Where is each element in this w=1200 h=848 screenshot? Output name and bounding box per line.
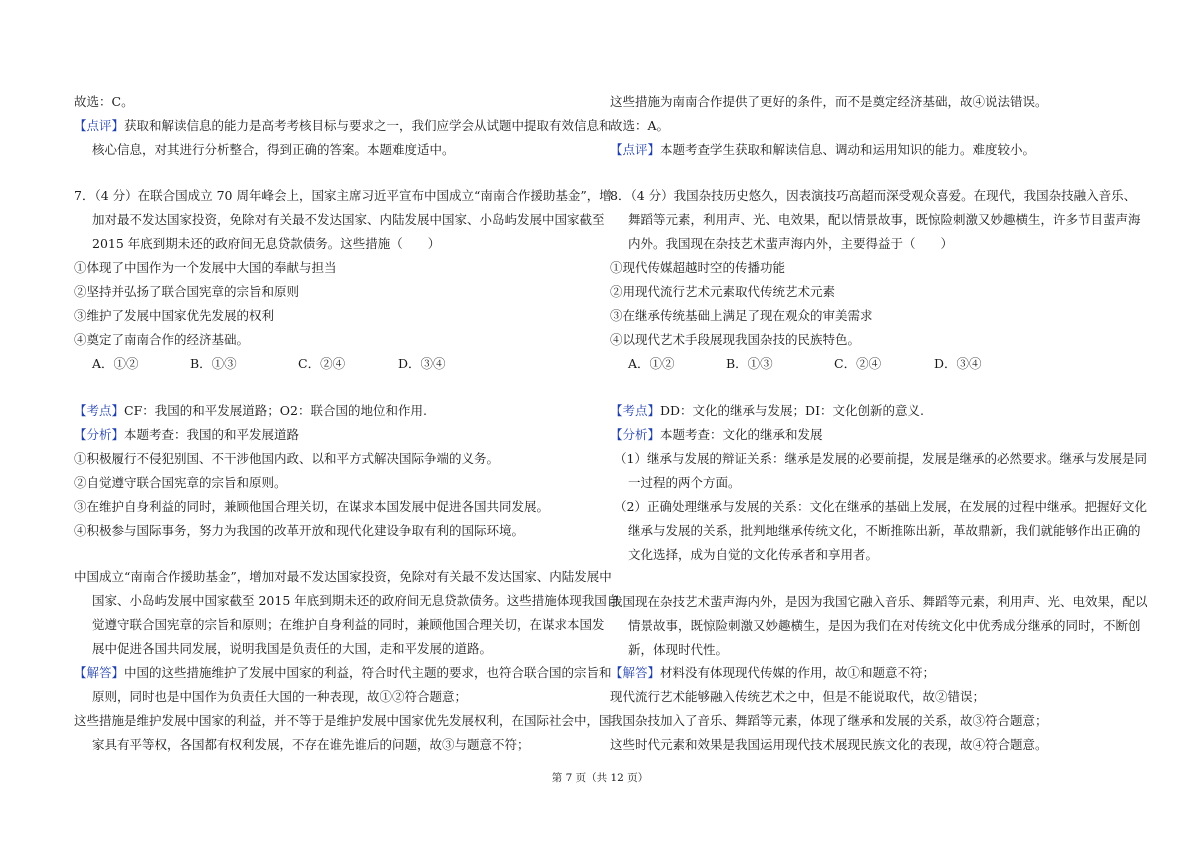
analysis-line bbox=[610, 427, 823, 443]
page-number-footer: 第 7 页（共 12 页） bbox=[551, 772, 649, 784]
answer-line: 故选：A。 bbox=[610, 118, 670, 133]
question-7-statement-2: ②坚持并弘扬了联合国宪章的宗旨和原则 bbox=[74, 284, 300, 299]
knowledge-point-line bbox=[610, 403, 924, 419]
question-7-stem-cont2: 2015 年底到期未还的政府间无息贷款债务。这些措施（ ） bbox=[92, 236, 441, 251]
solution-tag: 【解答】 bbox=[74, 665, 125, 680]
question-7-stem-cont: 加对最不发达国家投资，免除对有关最不发达国家、内陆发展中国家、小岛屿发展中国家截至 bbox=[92, 212, 605, 227]
option-c: C．②④ bbox=[834, 356, 882, 371]
analysis-text: 本题考查：我国的和平发展道路 bbox=[124, 427, 300, 442]
question-8-stem-cont: 舞蹈等元素，利用声、光、电效果，配以情景故事，既惊险刺激又妙趣横生，许多节目蜚声海 bbox=[628, 212, 1141, 227]
option-d: D．③④ bbox=[934, 356, 982, 371]
question-7-statement-1: ①体现了中国作为一个发展中大国的奉献与担当 bbox=[74, 260, 337, 275]
question-7-stem: 7．（4 分）在联合国成立 70 周年峰会上，国家主席习近平宣布中国成立“南南合作援助基金”，增 bbox=[74, 188, 612, 203]
analysis-point-2-cont: 继承与发展的关系，批判地继承传统文化，不断推陈出新，革故鼎新，我们就能够作出正确的 bbox=[628, 523, 1141, 538]
knowledge-point-line bbox=[74, 403, 427, 419]
question-8-statement-2: ②用现代流行艺术元素取代传统艺术元素 bbox=[610, 284, 836, 299]
explanation-para-cont2: 觉遵守联合国宪章的宗旨和原则；在维护自身利益的同时，兼顾他国合理关切，在谋求本国发 bbox=[92, 617, 605, 632]
analysis-point-2: ②自觉遵守联合国宪章的宗旨和原则。 bbox=[74, 475, 287, 490]
explanation-para: 中国成立“南南合作援助基金”，增加对最不发达国家投资，免除对有关最不发达国家、内陆发展中 bbox=[74, 569, 612, 584]
analysis-point-3: ③在维护自身利益的同时，兼顾他国合理关切，在谋求本国发展中促进各国共同发展。 bbox=[74, 499, 550, 514]
analysis-point-1-cont: 一过程的两个方面。 bbox=[628, 475, 741, 490]
explanation-para-cont2: 新，体现时代性。 bbox=[628, 642, 729, 657]
option-b: B．①③ bbox=[190, 356, 237, 371]
review-tag: 【点评】 bbox=[74, 118, 125, 133]
question-8-stem: 8．（4 分）我国杂技历史悠久，因表演技巧高超而深受观众喜爱。在现代，我国杂技融入音乐、 bbox=[610, 188, 1137, 203]
review-text-cont: 核心信息，对其进行分析整合，得到正确的答案。本题难度适中。 bbox=[92, 142, 455, 157]
knowledge-point-tag: 【考点】 bbox=[610, 403, 661, 418]
explanation-para-cont: 情景故事，既惊险刺激又妙趣横生，是因为我们在对传统文化中优秀成分继承的同时，不断创 bbox=[628, 618, 1141, 633]
analysis-point-4: ④积极参与国际事务，努力为我国的改革开放和现代化建设争取有利的国际环境。 bbox=[74, 523, 525, 538]
analysis-point-2-cont2: 文化选择，成为自觉的文化传承者和享用者。 bbox=[628, 547, 879, 562]
knowledge-point-text: DD：文化的继承与发展；DI：文化创新的意义. bbox=[660, 403, 924, 418]
question-7-options bbox=[92, 356, 446, 372]
analysis-text: 本题考查：文化的继承和发展 bbox=[660, 427, 823, 442]
solution-line bbox=[74, 665, 612, 681]
analysis-point-1: （1）继承与发展的辩证关系：继承是发展的必要前提，发展是继承的必然要求。继承与发展是同 bbox=[614, 451, 1147, 466]
review-tag: 【点评】 bbox=[610, 142, 661, 157]
question-7-statement-3: ③维护了发展中国家优先发展的权利 bbox=[74, 308, 275, 323]
question-8-statement-3: ③在继承传统基础上满足了现在观众的审美需求 bbox=[610, 308, 873, 323]
review-line bbox=[74, 118, 612, 134]
solution-line-prev: 这些措施为南南合作提供了更好的条件，而不是奠定经济基础，故④说法错误。 bbox=[610, 94, 1048, 109]
review-text: 获取和解读信息的能力是高考考核目标与要求之一，我们应学会从试题中提取有效信息和 bbox=[124, 118, 612, 133]
review-text: 本题考查学生获取和解读信息、调动和运用知识的能力。难度较小。 bbox=[660, 142, 1036, 157]
option-b: B．①③ bbox=[726, 356, 773, 371]
question-8-options bbox=[628, 356, 982, 372]
solution-line-2: 这些措施是维护发展中国家的利益，并不等于是维护发展中国家优先发展权利，在国际社会中，国 bbox=[74, 713, 612, 728]
solution-line-4: 这些时代元素和效果是我国运用现代技术展现民族文化的表现，故④符合题意。 bbox=[610, 737, 1048, 752]
option-c: C．②④ bbox=[298, 356, 346, 371]
analysis-tag: 【分析】 bbox=[610, 427, 661, 442]
question-7-statement-4: ④奠定了南南合作的经济基础。 bbox=[74, 332, 250, 347]
review-line bbox=[610, 142, 1035, 158]
question-8-statement-4: ④以现代艺术手段展现我国杂技的民族特色。 bbox=[610, 332, 861, 347]
solution-line-3: 我国杂技加入了音乐、舞蹈等元素，体现了继承和发展的关系，故③符合题意； bbox=[610, 713, 1048, 728]
analysis-line bbox=[74, 427, 299, 443]
analysis-point-1: ①积极履行不侵犯别国、不干涉他国内政、以和平方式解决国际争端的义务。 bbox=[74, 451, 500, 466]
knowledge-point-tag: 【考点】 bbox=[74, 403, 125, 418]
option-a: A．①② bbox=[92, 356, 139, 371]
explanation-para: 我国现在杂技艺术蜚声海内外，是因为我国它融入音乐、舞蹈等元素，利用声、光、电效果，配以 bbox=[610, 594, 1148, 609]
solution-tag: 【解答】 bbox=[610, 665, 661, 680]
analysis-tag: 【分析】 bbox=[74, 427, 125, 442]
solution-line-2-cont: 家具有平等权，各国都有权利发展，不存在谁先谁后的问题，故③与题意不符； bbox=[92, 737, 530, 752]
option-a: A．①② bbox=[628, 356, 675, 371]
solution-text: 中国的这些措施维护了发展中国家的利益，符合时代主题的要求，也符合联合国的宗旨和 bbox=[124, 665, 612, 680]
knowledge-point-text: CF：我国的和平发展道路；O2：联合国的地位和作用. bbox=[124, 403, 427, 418]
analysis-point-2: （2）正确处理继承与发展的关系：文化在继承的基础上发展，在发展的过程中继承。把握好文化 bbox=[614, 499, 1147, 514]
answer-line-prev: 故选：C。 bbox=[74, 94, 134, 109]
question-8-statement-1: ①现代传媒超越时空的传播功能 bbox=[610, 260, 786, 275]
solution-text: 材料没有体现现代传媒的作用，故①和题意不符； bbox=[660, 665, 936, 680]
question-8-stem-cont2: 内外。我国现在杂技艺术蜚声海内外，主要得益于（ ） bbox=[628, 236, 954, 251]
solution-text-cont: 原则，同时也是中国作为负责任大国的一种表现，故①②符合题意； bbox=[92, 689, 468, 704]
explanation-para-cont3: 展中促进各国共同发展，说明我国是负责任的大国，走和平发展的道路。 bbox=[92, 641, 493, 656]
option-d: D．③④ bbox=[398, 356, 446, 371]
solution-line-2: 现代流行艺术能够融入传统艺术之中，但是不能说取代，故②错误； bbox=[610, 689, 986, 704]
explanation-para-cont: 国家、小岛屿发展中国家截至 2015 年底到期未还的政府间无息贷款债务。这些措施体现我国自 bbox=[92, 593, 620, 608]
solution-line bbox=[610, 665, 935, 681]
